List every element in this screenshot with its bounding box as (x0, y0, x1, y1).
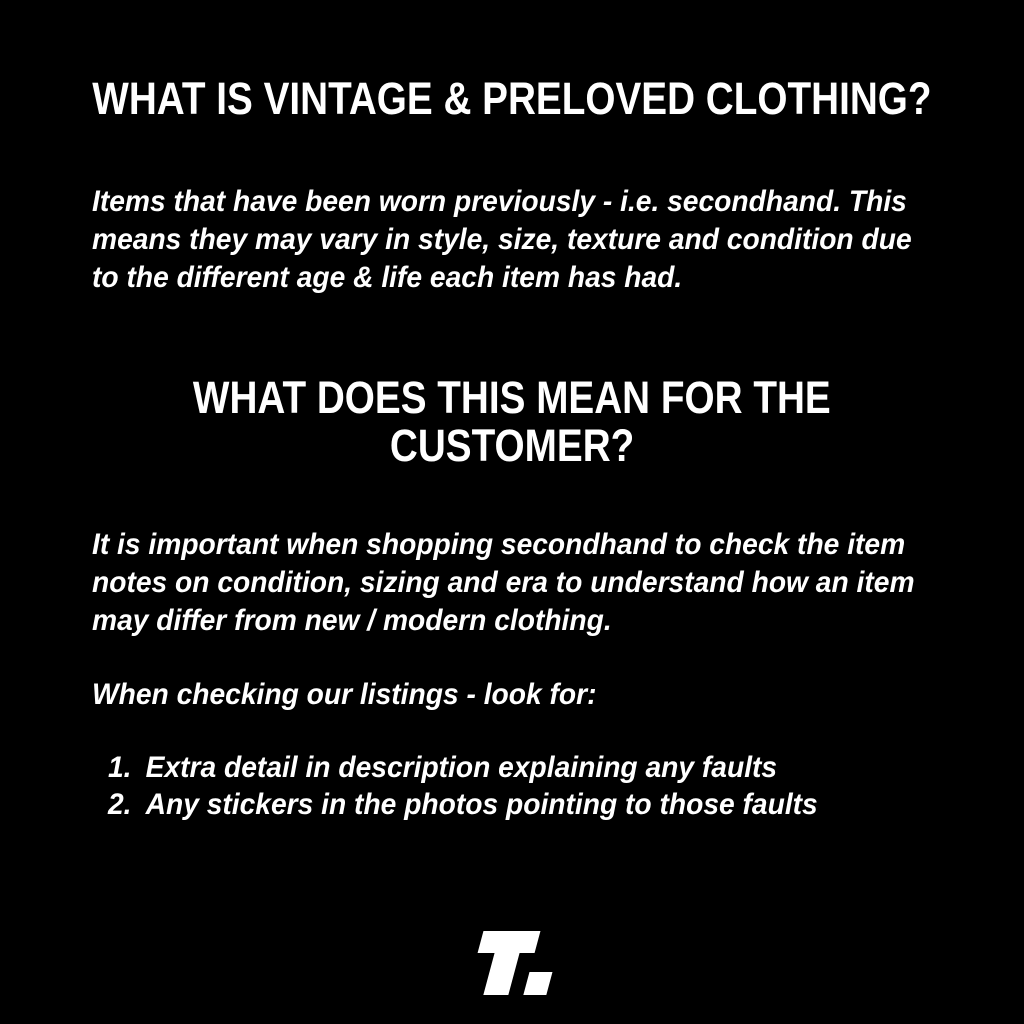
list-item (108, 749, 818, 786)
section-heading-line: CUSTOMER? (389, 420, 635, 471)
list-item-number: 2. (108, 788, 132, 821)
page-title-text: WHAT IS VINTAGE & PRELOVED CLOTHING? (92, 73, 932, 124)
section-heading-customer (0, 374, 1024, 470)
brand-logo (464, 929, 560, 997)
intro-paragraph (92, 183, 964, 297)
listings-note-text: When checking our listings - look for: (92, 678, 597, 711)
customer-info-line: It is important when shopping secondhand to check the item (92, 528, 906, 561)
list-item-text: Any stickers in the photos pointing to those faults (145, 788, 818, 821)
page-title (0, 75, 1024, 123)
intro-line: Items that have been worn previously - i.e. secondhand. This (92, 185, 907, 218)
intro-line: means they may vary in style, size, texture and condition due (92, 223, 912, 256)
customer-info-paragraph (92, 526, 967, 640)
customer-info-line: notes on condition, sizing and era to understand how an item (92, 566, 915, 599)
list-item-number: 1. (108, 751, 132, 784)
intro-line: to the different age & life each item has had. (92, 261, 683, 294)
customer-info-line: may differ from new / modern clothing. (92, 604, 612, 637)
listings-note (92, 676, 629, 714)
section-heading-line: WHAT DOES THIS MEAN FOR THE (193, 372, 831, 423)
fault-checklist (108, 749, 863, 823)
list-item (108, 786, 818, 823)
list-item-text: Extra detail in description explaining any faults (145, 751, 778, 784)
t-period-brand-logo-icon (464, 929, 560, 997)
